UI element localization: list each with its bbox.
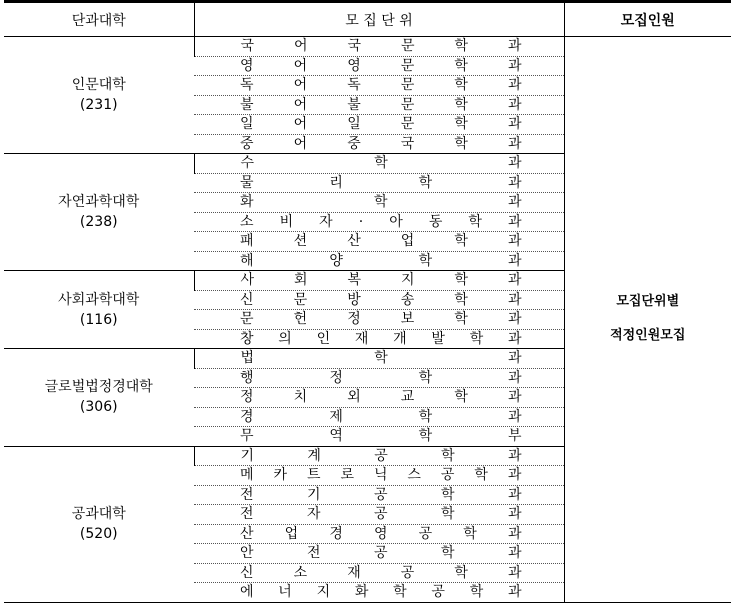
unit-cell bbox=[194, 37, 564, 57]
unit-name: 행 정 학 과 bbox=[240, 369, 522, 386]
unit-name: 법 학 과 bbox=[240, 350, 522, 367]
unit-name: 패 션 산 업 학 과 bbox=[240, 233, 522, 250]
unit-cell bbox=[194, 349, 564, 369]
college-count: (238) bbox=[79, 214, 118, 230]
unit-cell bbox=[194, 427, 564, 447]
quota-line-1: 모집단위별 bbox=[616, 294, 680, 310]
college-count: (520) bbox=[79, 526, 118, 542]
unit-cell bbox=[194, 329, 564, 349]
unit-cell bbox=[194, 563, 564, 583]
unit-cell bbox=[194, 251, 564, 271]
unit-cell bbox=[194, 115, 564, 135]
unit-cell bbox=[194, 485, 564, 505]
college-name: 인문대학 bbox=[71, 77, 126, 93]
college-cell bbox=[4, 349, 194, 447]
college-name: 글로벌법정경대학 bbox=[44, 379, 153, 396]
unit-cell bbox=[194, 134, 564, 154]
unit-cell bbox=[194, 56, 564, 76]
unit-cell bbox=[194, 154, 564, 174]
unit-name: 소 비 자 · 아 동 학 과 bbox=[240, 213, 522, 230]
college-cell bbox=[4, 446, 194, 602]
college-name: 공과대학 bbox=[71, 506, 126, 522]
college-name: 자연과학대학 bbox=[58, 194, 140, 210]
unit-name: 국 어 국 문 학 과 bbox=[240, 38, 522, 55]
unit-name: 문 헌 정 보 학 과 bbox=[240, 311, 522, 328]
unit-name: 신 문 방 송 학 과 bbox=[240, 291, 522, 308]
header-college: 단과대학 bbox=[4, 2, 194, 37]
unit-cell bbox=[194, 583, 564, 603]
unit-cell bbox=[194, 232, 564, 252]
unit-name: 해 양 학 과 bbox=[240, 252, 522, 269]
unit-name: 안 전 공 학 과 bbox=[240, 545, 522, 562]
unit-name: 일 어 일 문 학 과 bbox=[240, 116, 522, 133]
unit-cell bbox=[194, 388, 564, 408]
unit-name: 영 어 영 문 학 과 bbox=[240, 57, 522, 74]
college-cell bbox=[4, 37, 194, 154]
quota-cell bbox=[564, 37, 731, 603]
unit-name: 불 어 불 문 학 과 bbox=[240, 96, 522, 113]
college-count: (116) bbox=[79, 311, 118, 328]
unit-name: 전 자 공 학 과 bbox=[240, 506, 522, 523]
unit-cell bbox=[194, 466, 564, 486]
unit-name: 중 어 중 국 학 과 bbox=[240, 135, 522, 152]
unit-cell bbox=[194, 368, 564, 388]
college-name: 사회과학대학 bbox=[58, 291, 140, 308]
unit-name: 창 의 인 재 개 발 학 과 bbox=[240, 330, 522, 347]
header-quota: 모집인원 bbox=[564, 2, 731, 37]
unit-name: 경 제 학 과 bbox=[240, 408, 522, 425]
unit-cell bbox=[194, 310, 564, 330]
unit-name: 신 소 재 공 학 과 bbox=[240, 564, 522, 581]
unit-name: 메 카 트 로 닉 스 공 학 과 bbox=[240, 467, 522, 484]
admission-table bbox=[4, 0, 731, 603]
unit-cell bbox=[194, 290, 564, 310]
table-body bbox=[4, 37, 731, 603]
unit-cell bbox=[194, 524, 564, 544]
unit-name: 기 계 공 학 과 bbox=[240, 447, 522, 464]
unit-cell bbox=[194, 193, 564, 213]
college-cell bbox=[4, 271, 194, 349]
college-cell bbox=[4, 154, 194, 271]
unit-cell bbox=[194, 76, 564, 96]
unit-cell bbox=[194, 505, 564, 525]
unit-name: 에 너 지 화 학 공 학 과 bbox=[240, 584, 522, 601]
admission-table-container bbox=[4, 0, 731, 603]
unit-cell bbox=[194, 544, 564, 564]
unit-name: 수 학 과 bbox=[240, 155, 522, 172]
college-count: (231) bbox=[79, 97, 118, 113]
header-row bbox=[4, 2, 731, 37]
unit-cell bbox=[194, 271, 564, 291]
unit-name: 물 리 학 과 bbox=[240, 174, 522, 191]
unit-name: 무 역 학 부 bbox=[240, 428, 522, 445]
unit-name: 전 기 공 학 과 bbox=[240, 486, 522, 503]
header-unit: 모 집 단 위 bbox=[194, 2, 564, 37]
unit-cell bbox=[194, 95, 564, 115]
unit-cell bbox=[194, 173, 564, 193]
unit-cell bbox=[194, 446, 564, 466]
unit-cell bbox=[194, 407, 564, 427]
unit-name: 정 치 외 교 학 과 bbox=[240, 389, 522, 406]
quota-line-2: 적정인원모집 bbox=[610, 328, 686, 344]
table-row bbox=[4, 37, 731, 57]
unit-name: 화 학 과 bbox=[240, 194, 522, 211]
unit-name: 산 업 경 영 공 학 과 bbox=[240, 525, 522, 542]
college-count: (306) bbox=[79, 399, 118, 416]
unit-name: 독 어 독 문 학 과 bbox=[240, 77, 522, 94]
unit-name: 사 회 복 지 학 과 bbox=[240, 272, 522, 289]
unit-cell bbox=[194, 212, 564, 232]
